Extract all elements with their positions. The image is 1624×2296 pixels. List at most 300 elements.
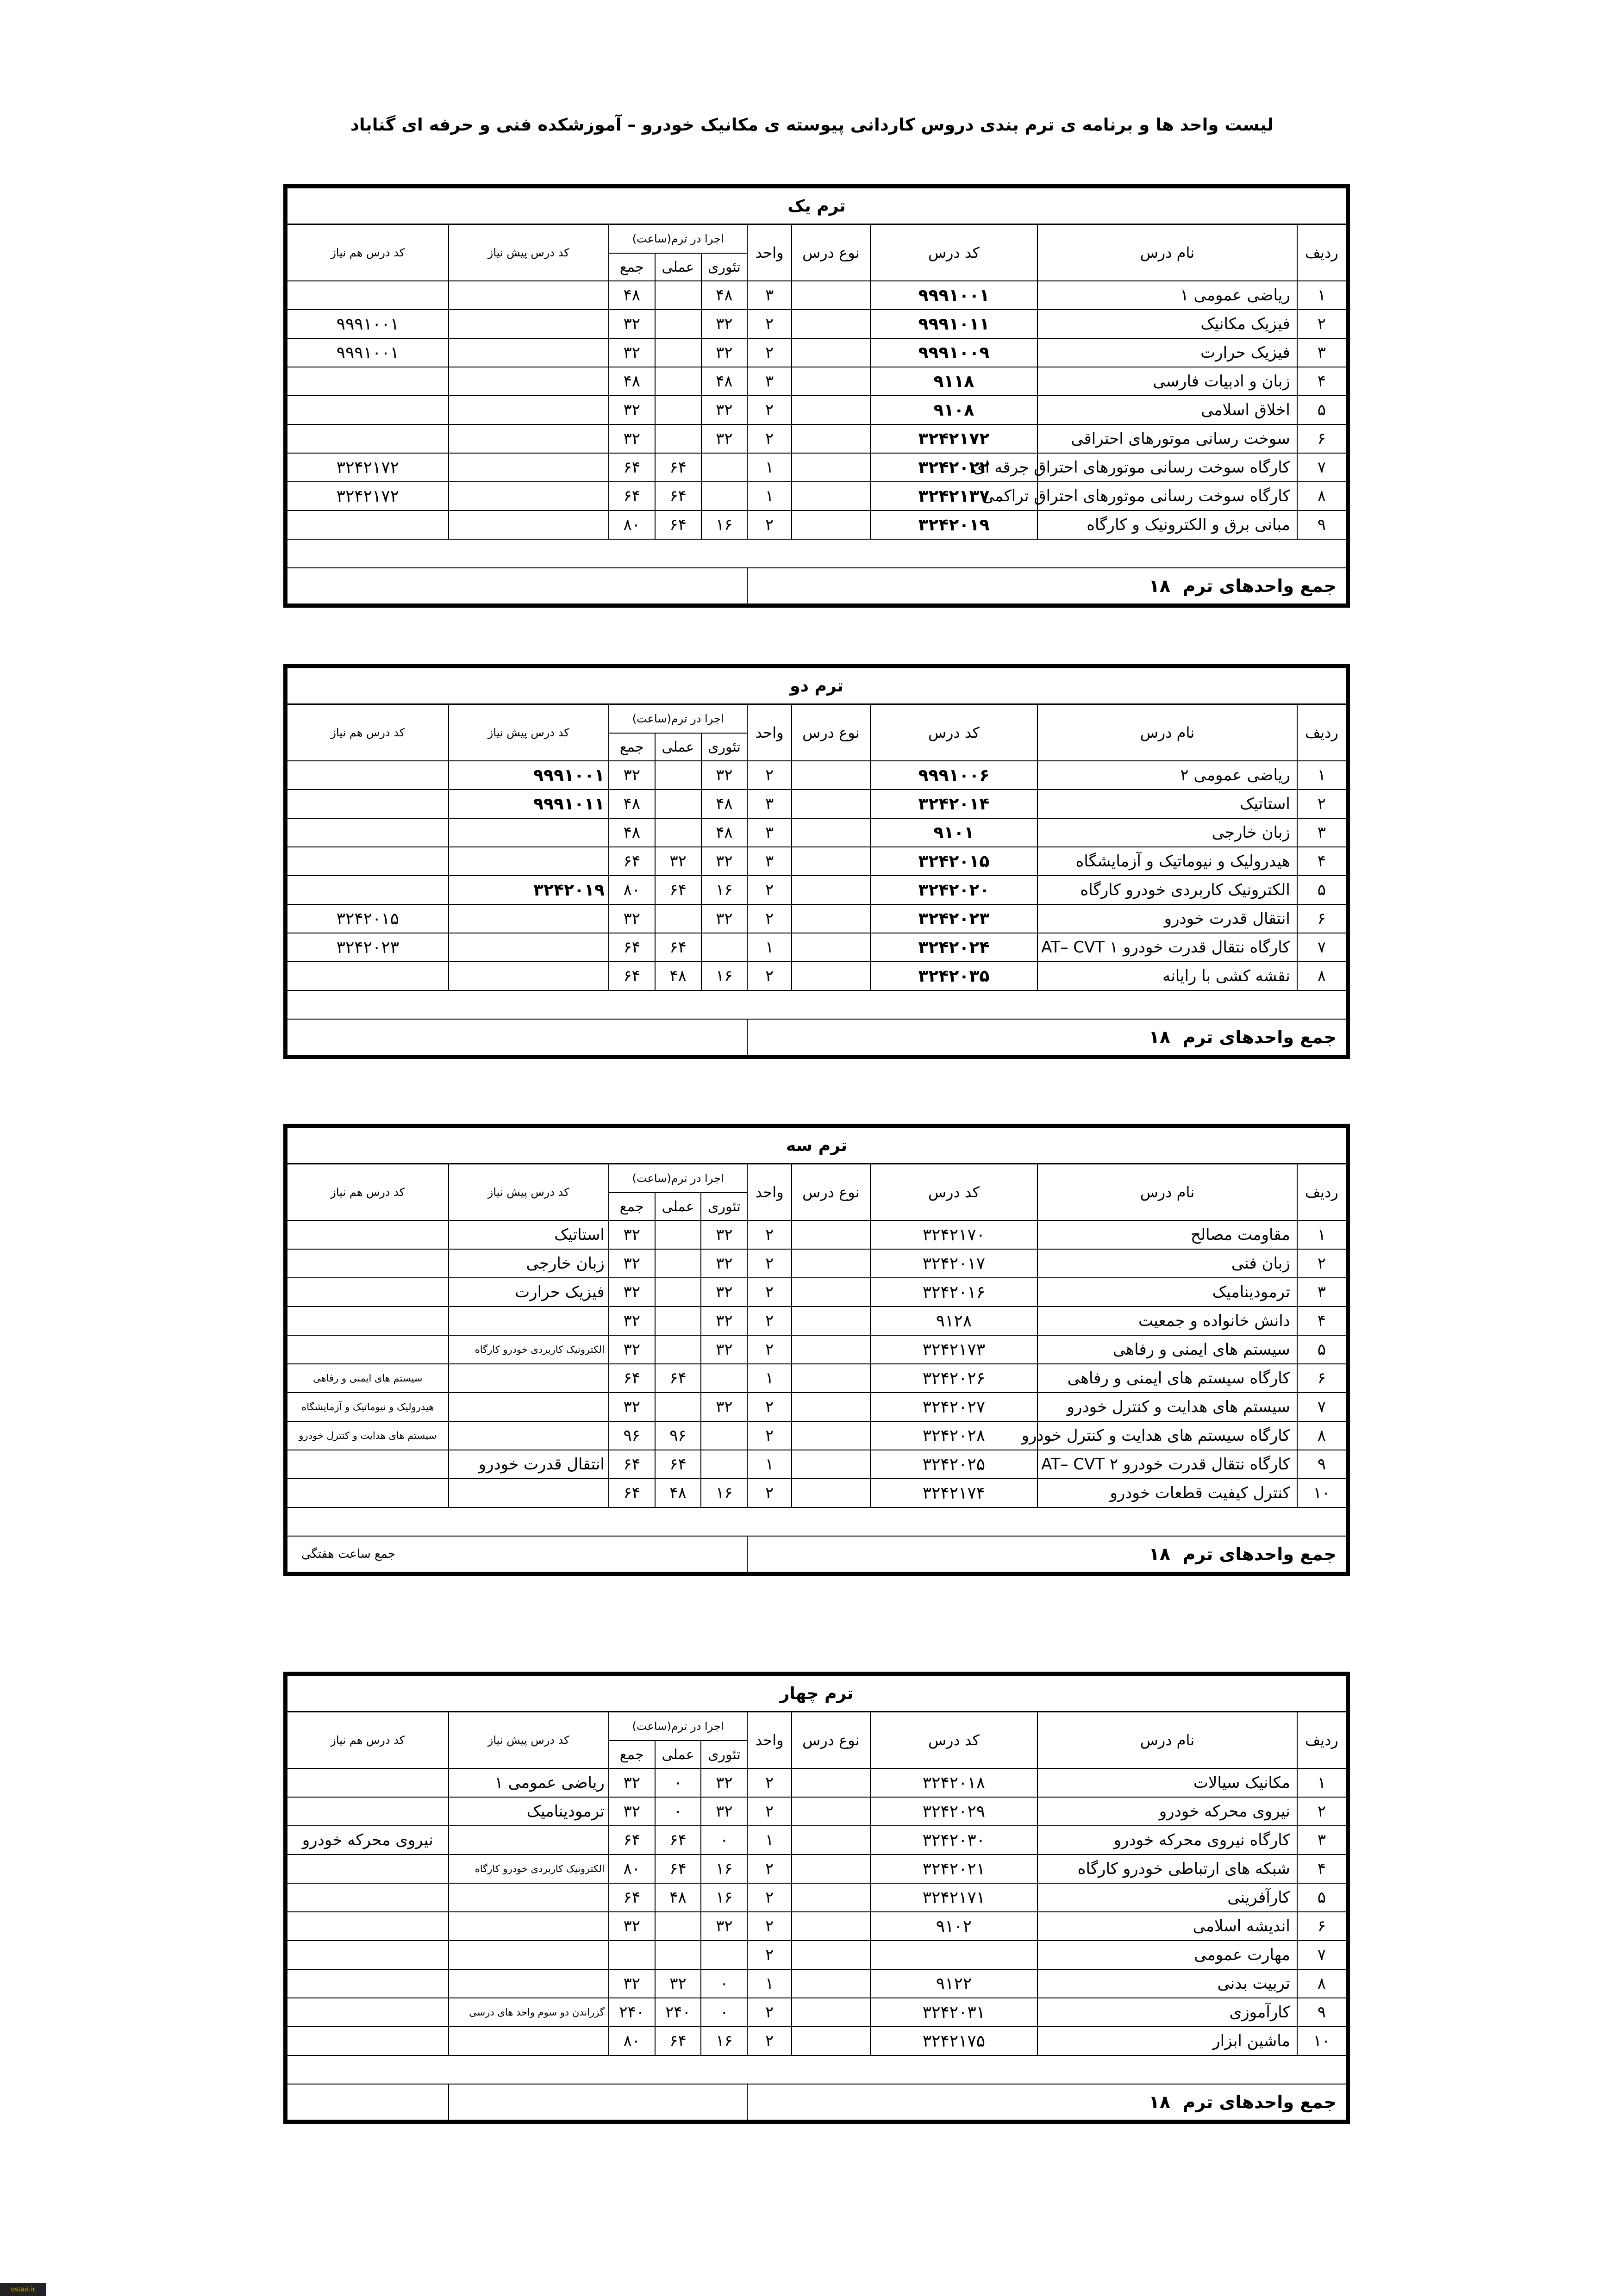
table-row — [287, 790, 1346, 818]
course-code: ۳۲۴۲۰۱۸ — [870, 1768, 1037, 1797]
unit-count: ۲ — [747, 761, 792, 790]
course-code: ۳۲۴۲۰۲۱ — [870, 1854, 1037, 1883]
table-row — [287, 1883, 1346, 1912]
practical-hours — [655, 424, 701, 453]
prerequisite: ۹۹۹۱۰۱۱ — [449, 790, 609, 818]
course-code: ۳۲۴۲۱۷۳ — [870, 1335, 1037, 1364]
course-code: ۹۹۹۱۰۱۱ — [870, 310, 1037, 338]
theory-hours: ۴۸ — [701, 818, 748, 847]
course-type — [792, 1364, 870, 1393]
theory-hours: ۰ — [701, 1998, 747, 2027]
corequisite — [287, 424, 449, 453]
unit-count: ۱ — [747, 1969, 792, 1998]
course-type — [792, 1797, 870, 1826]
total-row — [287, 568, 1346, 604]
prerequisite: استاتیک — [449, 1220, 609, 1249]
total-hours: ۳۲ — [609, 396, 655, 424]
unit-count: ۱ — [747, 482, 792, 510]
course-code: ۳۲۴۲۰۲۴ — [870, 933, 1037, 962]
practical-hours: ۶۴ — [655, 482, 701, 510]
practical-hours — [655, 1335, 701, 1364]
prerequisite — [449, 1941, 609, 1969]
row-number: ۷ — [1297, 453, 1346, 482]
row-number: ۷ — [1297, 933, 1346, 962]
corequisite — [287, 1307, 449, 1335]
total-units — [747, 2084, 1346, 2120]
course-code: ۳۲۴۲۱۷۲ — [870, 424, 1037, 453]
course-name: زبان فنی — [1037, 1249, 1297, 1278]
corequisite — [287, 367, 449, 396]
course-table — [287, 667, 1347, 1056]
course-code: ۳۲۴۲۰۲۸ — [870, 1421, 1037, 1450]
total-hours: ۳۲ — [609, 310, 655, 338]
unit-count: ۳ — [747, 818, 792, 847]
unit-count: ۲ — [747, 1393, 792, 1421]
table-row — [287, 1421, 1346, 1450]
unit-header: واحد — [747, 1712, 792, 1769]
theory-hours: ۳۲ — [701, 1335, 747, 1364]
unit-count: ۲ — [747, 396, 792, 424]
prerequisite: فیزیک حرارت — [449, 1278, 609, 1307]
practical-hours: ۳۲ — [655, 1969, 701, 1998]
footer-watermark: ostad.ir — [0, 2283, 46, 2296]
name-header: نام درس — [1037, 224, 1297, 281]
practical-hours — [655, 1941, 701, 1969]
table-row — [287, 933, 1346, 962]
theory-hours — [701, 482, 748, 510]
course-code: ۳۲۴۲۱۷۴ — [870, 1479, 1037, 1507]
total-hours: ۴۸ — [609, 790, 655, 818]
total-units-label: جمع واحدهای ترم — [1182, 2092, 1337, 2112]
unit-header: واحد — [747, 224, 792, 281]
course-type — [792, 1854, 870, 1883]
prerequisite: ریاضی عمومی ۱ — [449, 1768, 609, 1797]
total-hours: ۲۴۰ — [609, 1998, 655, 2027]
empty-row — [287, 539, 1346, 568]
total-units-label: جمع واحدهای ترم — [1182, 1027, 1337, 1047]
row-number: ۱۰ — [1297, 2027, 1346, 2055]
total-hours-header: جمع — [609, 253, 655, 281]
row-number: ۷ — [1297, 1941, 1346, 1969]
prerequisite: الکترونیک کاربردی خودرو کارگاه — [449, 1854, 609, 1883]
corequisite: هیدرولیک و نیوماتیک و آزمایشگاه — [287, 1393, 449, 1421]
row-number: ۴ — [1297, 1854, 1346, 1883]
total-hours: ۳۲ — [609, 761, 655, 790]
course-type — [792, 1883, 870, 1912]
total-units-label: جمع واحدهای ترم — [1182, 1544, 1337, 1564]
unit-count: ۳ — [747, 281, 792, 310]
course-name: مقاومت مصالح — [1037, 1220, 1297, 1249]
course-name: کارگاه نتقال قدرت خودرو ۱ AT– CVT — [1037, 933, 1297, 962]
row-number: ۵ — [1297, 1883, 1346, 1912]
prerequisite — [449, 1969, 609, 1998]
course-name: الکترونیک کاربردی خودرو کارگاه — [1037, 876, 1297, 904]
unit-count: ۲ — [747, 1479, 792, 1507]
total-hours: ۳۲ — [609, 338, 655, 367]
corequisite — [287, 1969, 449, 1998]
total-hours: ۶۴ — [609, 453, 655, 482]
course-type — [792, 1421, 870, 1450]
course-type — [792, 847, 870, 876]
table-row — [287, 1941, 1346, 1969]
course-code: ۹۱۰۸ — [870, 396, 1037, 424]
prerequisite — [449, 904, 609, 933]
practical-hours: ۴۸ — [655, 962, 701, 990]
theory-hours: ۳۲ — [701, 1278, 747, 1307]
prereq-header: کد درس پیش نیاز — [449, 704, 609, 761]
name-header: نام درس — [1037, 1164, 1297, 1221]
empty-row — [287, 1507, 1346, 1536]
table-row — [287, 847, 1346, 876]
practical-hours: ۴۸ — [655, 1479, 701, 1507]
course-table — [287, 187, 1347, 604]
practical-header: عملی — [655, 1741, 701, 1768]
type-header: نوع درس — [792, 1712, 870, 1769]
course-type — [792, 482, 870, 510]
total-row — [287, 1019, 1346, 1055]
course-name: هیدرولیک و نیوماتیک و آزمایشگاه — [1037, 847, 1297, 876]
table-row — [287, 510, 1346, 539]
table-row — [287, 281, 1346, 310]
unit-count: ۳ — [747, 790, 792, 818]
course-type — [792, 510, 870, 539]
total-units-value: ۱۸ — [1149, 576, 1171, 596]
practical-hours — [655, 1220, 701, 1249]
prerequisite — [449, 1393, 609, 1421]
course-code: ۳۲۴۲۱۷۱ — [870, 1883, 1037, 1912]
practical-hours: ۴۸ — [655, 1883, 701, 1912]
practical-hours: ۶۴ — [655, 1450, 701, 1479]
row-number: ۸ — [1297, 1421, 1346, 1450]
corequisite — [287, 790, 449, 818]
table-row — [287, 1393, 1346, 1421]
coreq-header: کد درس هم نیاز — [287, 704, 449, 761]
theory-header: تئوری — [701, 733, 748, 761]
course-code: ۳۲۴۲۰۲۷ — [870, 1393, 1037, 1421]
unit-count: ۲ — [747, 510, 792, 539]
term-table-3 — [283, 1124, 1350, 1576]
course-type — [792, 1307, 870, 1335]
theory-hours: ۳۲ — [701, 1307, 747, 1335]
corequisite — [287, 1912, 449, 1941]
prerequisite: ۹۹۹۱۰۰۱ — [449, 761, 609, 790]
theory-hours — [701, 453, 748, 482]
course-code: ۳۲۴۲۰۲۲ — [870, 453, 1037, 482]
course-name: زبان و ادبیات فارسی — [1037, 367, 1297, 396]
course-type — [792, 1335, 870, 1364]
type-header: نوع درس — [792, 224, 870, 281]
total-hours: ۳۲ — [609, 1220, 655, 1249]
table-row — [287, 904, 1346, 933]
corequisite — [287, 1450, 449, 1479]
course-name: مهارت عمومی — [1037, 1941, 1297, 1969]
practical-hours — [655, 904, 701, 933]
corequisite — [287, 962, 449, 990]
course-code: ۳۲۴۲۱۳۷ — [870, 482, 1037, 510]
course-code: ۹۱۲۲ — [870, 1969, 1037, 1998]
course-type — [792, 790, 870, 818]
total-hours: ۳۲ — [609, 1912, 655, 1941]
table-row — [287, 482, 1346, 510]
practical-hours — [655, 310, 701, 338]
practical-hours: ۶۴ — [655, 2027, 701, 2055]
course-code: ۳۲۴۲۰۱۵ — [870, 847, 1037, 876]
corequisite — [287, 1335, 449, 1364]
theory-hours: ۳۲ — [701, 1249, 747, 1278]
course-code: ۳۲۴۲۰۱۶ — [870, 1278, 1037, 1307]
course-type — [792, 338, 870, 367]
theory-hours: ۴۸ — [701, 281, 748, 310]
table-row — [287, 1969, 1346, 1998]
row-number: ۸ — [1297, 1969, 1346, 1998]
prereq-header: کد درس پیش نیاز — [449, 224, 609, 281]
corequisite — [287, 510, 449, 539]
prerequisite — [449, 1912, 609, 1941]
term-title: ترم یک — [287, 188, 1346, 224]
theory-hours: ۴۸ — [701, 367, 748, 396]
course-name: مبانی برق و الکترونیک و کارگاه — [1037, 510, 1297, 539]
row-header: ردیف — [1297, 1712, 1346, 1769]
name-header: نام درس — [1037, 704, 1297, 761]
course-type — [792, 1450, 870, 1479]
total-row — [287, 1536, 1346, 1572]
total-units-value: ۱۸ — [1149, 1544, 1171, 1564]
table-row — [287, 1912, 1346, 1941]
course-name: فیزیک حرارت — [1037, 338, 1297, 367]
prerequisite — [449, 1826, 609, 1854]
theory-hours — [701, 1364, 747, 1393]
row-number: ۵ — [1297, 1335, 1346, 1364]
prerequisite — [449, 310, 609, 338]
term-table-2 — [283, 664, 1350, 1059]
course-name: مکانیک سیالات — [1037, 1768, 1297, 1797]
course-code: ۳۲۴۲۰۱۴ — [870, 790, 1037, 818]
practical-hours: ۶۴ — [655, 453, 701, 482]
prerequisite — [449, 281, 609, 310]
course-code: ۹۱۰۲ — [870, 1912, 1037, 1941]
coreq-header: کد درس هم نیاز — [287, 224, 449, 281]
total-units — [747, 568, 1346, 604]
course-code: ۹۱۲۸ — [870, 1307, 1037, 1335]
total-hours: ۸۰ — [609, 510, 655, 539]
row-header: ردیف — [1297, 704, 1346, 761]
prerequisite: ترمودینامیک — [449, 1797, 609, 1826]
course-code: ۳۲۴۲۰۳۰ — [870, 1826, 1037, 1854]
table-row — [287, 1479, 1346, 1507]
coreq-header: کد درس هم نیاز — [287, 1164, 449, 1221]
course-code: ۳۲۴۲۰۱۹ — [870, 510, 1037, 539]
unit-count: ۲ — [747, 876, 792, 904]
prerequisite — [449, 818, 609, 847]
table-row — [287, 876, 1346, 904]
theory-hours: ۳۲ — [701, 338, 748, 367]
course-type — [792, 310, 870, 338]
row-number: ۳ — [1297, 1278, 1346, 1307]
theory-hours: ۳۲ — [701, 396, 748, 424]
total-hours: ۸۰ — [609, 1854, 655, 1883]
row-number: ۲ — [1297, 1797, 1346, 1826]
unit-count: ۲ — [747, 424, 792, 453]
practical-header: عملی — [655, 1193, 701, 1220]
empty-row — [287, 2055, 1346, 2084]
corequisite: ۳۲۴۲۰۲۳ — [287, 933, 449, 962]
course-type — [792, 1278, 870, 1307]
course-name: استاتیک — [1037, 790, 1297, 818]
theory-hours — [701, 1450, 747, 1479]
course-name: شبکه های ارتباطی خودرو کارگاه — [1037, 1854, 1297, 1883]
row-number: ۳ — [1297, 818, 1346, 847]
prerequisite: الکترونیک کاربردی خودرو کارگاه — [449, 1335, 609, 1364]
row-number: ۷ — [1297, 1393, 1346, 1421]
practical-hours — [655, 818, 701, 847]
theory-hours — [701, 1941, 747, 1969]
practical-hours — [655, 1307, 701, 1335]
total-hours: ۴۸ — [609, 367, 655, 396]
row-number: ۴ — [1297, 367, 1346, 396]
theory-hours: ۳۲ — [701, 1797, 747, 1826]
corequisite — [287, 281, 449, 310]
theory-hours: ۱۶ — [701, 876, 748, 904]
theory-hours: ۳۲ — [701, 1768, 747, 1797]
total-note — [287, 1019, 747, 1055]
corequisite: سیستم های هدایت و کنترل خودرو — [287, 1421, 449, 1450]
table-row — [287, 1797, 1346, 1826]
course-name: ماشین ابزار — [1037, 2027, 1297, 2055]
course-name: کارگاه سیستم های هدایت و کنترل خودرو — [1037, 1421, 1297, 1450]
theory-hours — [701, 1421, 747, 1450]
unit-count: ۱ — [747, 1450, 792, 1479]
term-title: ترم چهار — [287, 1675, 1346, 1712]
practical-hours: ۹۶ — [655, 1421, 701, 1450]
total-units-value: ۱۸ — [1149, 1027, 1171, 1047]
course-type — [792, 933, 870, 962]
practical-hours — [655, 1393, 701, 1421]
corequisite — [287, 1941, 449, 1969]
total-hours: ۳۲ — [609, 1278, 655, 1307]
table-row — [287, 2027, 1346, 2055]
course-name: کنترل کیفیت قطعات خودرو — [1037, 1479, 1297, 1507]
unit-count: ۲ — [747, 1854, 792, 1883]
unit-count: ۲ — [747, 1998, 792, 2027]
course-type — [792, 1941, 870, 1969]
total-hours: ۴۸ — [609, 818, 655, 847]
course-type — [792, 424, 870, 453]
corequisite: ۳۲۴۲۱۷۲ — [287, 453, 449, 482]
theory-hours: ۱۶ — [701, 962, 748, 990]
unit-count: ۱ — [747, 453, 792, 482]
course-name: ریاضی عمومی ۲ — [1037, 761, 1297, 790]
practical-hours — [655, 396, 701, 424]
corequisite — [287, 847, 449, 876]
unit-count: ۲ — [747, 1278, 792, 1307]
row-number: ۱۰ — [1297, 1479, 1346, 1507]
prerequisite — [449, 367, 609, 396]
code-header: کد درس — [870, 1164, 1037, 1221]
course-name: سوخت رسانی موتورهای احتراقی — [1037, 424, 1297, 453]
row-number: ۲ — [1297, 1249, 1346, 1278]
total-units — [747, 1019, 1346, 1055]
prerequisite — [449, 1479, 609, 1507]
empty-cell — [287, 2084, 449, 2120]
theory-hours: ۳۲ — [701, 310, 748, 338]
course-name: ترمودینامیک — [1037, 1278, 1297, 1307]
practical-hours — [655, 1912, 701, 1941]
row-header: ردیف — [1297, 224, 1346, 281]
row-number: ۱ — [1297, 761, 1346, 790]
theory-hours: ۴۸ — [701, 790, 748, 818]
course-name: اندیشه اسلامی — [1037, 1912, 1297, 1941]
row-number: ۱ — [1297, 281, 1346, 310]
unit-count: ۲ — [747, 962, 792, 990]
total-hours: ۳۲ — [609, 1797, 655, 1826]
table-row — [287, 1854, 1346, 1883]
total-hours: ۳۲ — [609, 1307, 655, 1335]
practical-hours — [655, 281, 701, 310]
theory-hours: ۳۲ — [701, 761, 748, 790]
course-code: ۳۲۴۲۱۷۰ — [870, 1220, 1037, 1249]
total-units — [747, 1536, 1346, 1572]
theory-header: تئوری — [701, 1193, 747, 1220]
unit-count: ۲ — [747, 1883, 792, 1912]
unit-count: ۲ — [747, 1421, 792, 1450]
total-hours: ۳۲ — [609, 1393, 655, 1421]
theory-hours: ۱۶ — [701, 2027, 747, 2055]
total-hours: ۳۲ — [609, 1969, 655, 1998]
table-row — [287, 1998, 1346, 2027]
corequisite: ۳۲۴۲۱۷۲ — [287, 482, 449, 510]
table-row — [287, 1307, 1346, 1335]
term-table-4 — [283, 1672, 1350, 2124]
execution-hours-header: اجرا در ترم(ساعت) — [609, 1712, 748, 1741]
table-row — [287, 1220, 1346, 1249]
row-number: ۹ — [1297, 1998, 1346, 2027]
row-number: ۵ — [1297, 396, 1346, 424]
prerequisite — [449, 338, 609, 367]
practical-hours: ۰ — [655, 1797, 701, 1826]
course-type — [792, 1912, 870, 1941]
theory-hours: ۰ — [701, 1969, 747, 1998]
course-code: ۳۲۴۲۰۲۳ — [870, 904, 1037, 933]
prerequisite — [449, 1364, 609, 1393]
practical-hours: ۰ — [655, 1768, 701, 1797]
unit-count: ۲ — [747, 2027, 792, 2055]
unit-header: واحد — [747, 704, 792, 761]
name-header: نام درس — [1037, 1712, 1297, 1769]
unit-count: ۱ — [747, 1826, 792, 1854]
prerequisite — [449, 847, 609, 876]
theory-hours: ۱۶ — [701, 510, 748, 539]
course-table — [287, 1127, 1347, 1573]
prerequisite — [449, 1307, 609, 1335]
practical-hours — [655, 790, 701, 818]
corequisite — [287, 396, 449, 424]
theory-hours: ۳۲ — [701, 847, 748, 876]
practical-hours: ۳۲ — [655, 847, 701, 876]
corequisite — [287, 876, 449, 904]
row-number: ۲ — [1297, 310, 1346, 338]
table-row — [287, 761, 1346, 790]
term-title: ترم دو — [287, 668, 1346, 704]
unit-header: واحد — [747, 1164, 792, 1221]
total-hours: ۶۴ — [609, 962, 655, 990]
total-hours: ۸۰ — [609, 876, 655, 904]
prerequisite — [449, 482, 609, 510]
theory-hours: ۰ — [701, 1826, 747, 1854]
course-code: ۹۹۹۱۰۰۹ — [870, 338, 1037, 367]
unit-count: ۲ — [747, 1941, 792, 1969]
course-name: کارگاه سوخت رسانی موتورهای احتراق تراکمی — [1037, 482, 1297, 510]
corequisite — [287, 1768, 449, 1797]
